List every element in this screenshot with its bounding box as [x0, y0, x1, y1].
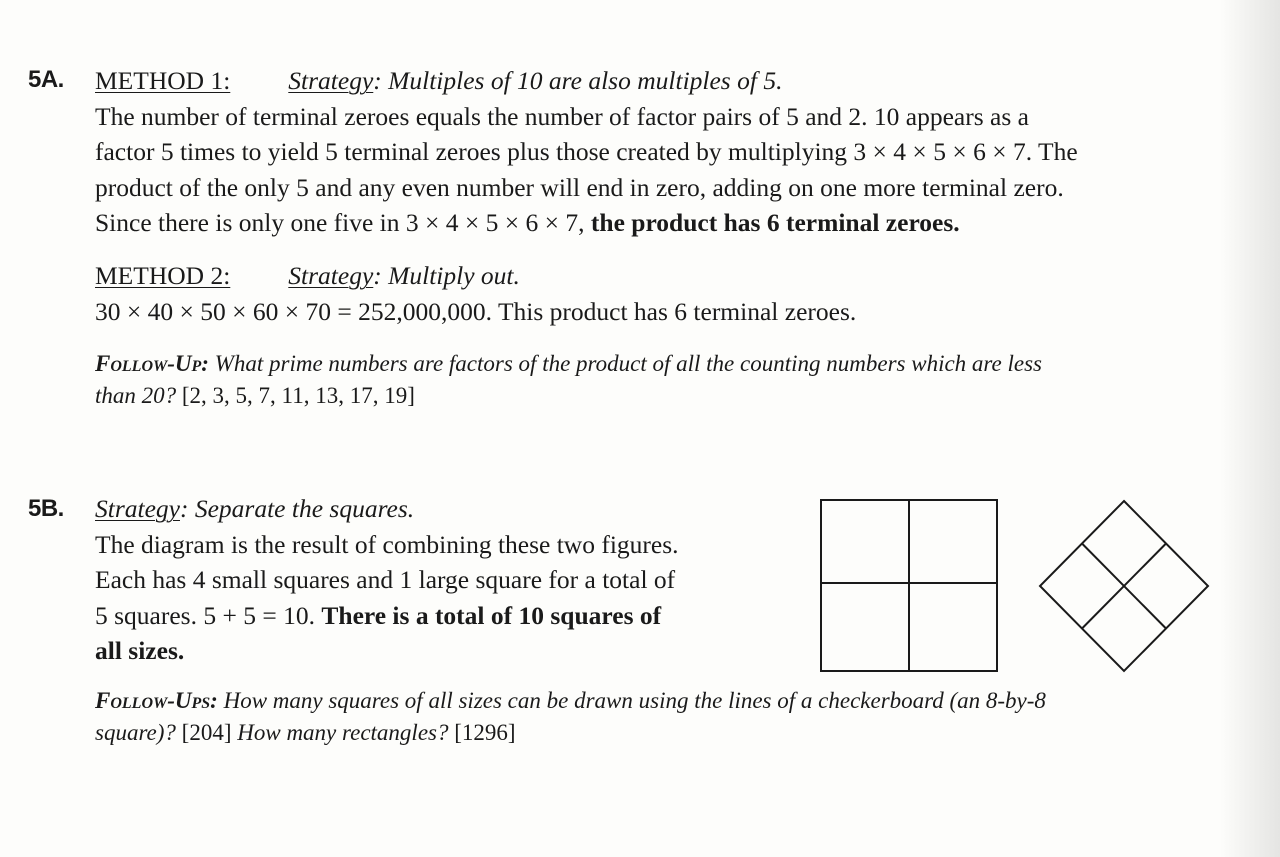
- follow-ups-answer-2: [1296]: [448, 720, 516, 745]
- 5b-strategy-word: Strategy: [95, 494, 180, 523]
- method-2-heading: METHOD 2:: [95, 261, 231, 290]
- problem-5b-label: 5B.: [28, 495, 64, 522]
- problem-5b-follow-ups: [95, 685, 1046, 749]
- follow-ups-answer-1: [204]: [175, 720, 238, 745]
- square-grid-figure: [819, 498, 999, 673]
- method-1-strategy-text: : Multiples of 10 are also multiples of 5.: [373, 66, 783, 95]
- method-1-strategy-word: Strategy: [288, 66, 374, 95]
- follow-up-answer: [2, 3, 5, 7, 11, 13, 17, 19]: [176, 383, 415, 408]
- method-1-heading: METHOD 1:: [95, 66, 231, 95]
- problem-5a-label: 5A.: [28, 66, 64, 93]
- follow-ups-label: Follow-Ups:: [95, 688, 218, 713]
- 5b-line: The diagram is the result of combining these two figures.: [95, 529, 679, 559]
- problem-5a-follow-up: [95, 348, 1042, 412]
- method-2-line: 30 × 40 × 50 × 60 × 70 = 252,000,000. This product has 6 terminal zeroes.: [95, 296, 857, 326]
- follow-ups-question-2: How many rectangles?: [237, 720, 449, 745]
- 5b-conclusion-bold: There is a total of 10 squares of: [321, 600, 662, 630]
- follow-ups-question-1: How many squares of all sizes can be drawn using the lines of a checkerboard (an 8-by-8: [217, 688, 1046, 713]
- method-1-conclusion-bold: the product has 6 terminal zeroes.: [590, 208, 960, 237]
- follow-up-question-cont: than 20?: [95, 383, 177, 408]
- problem-5a-method-2: [95, 258, 856, 329]
- method-1-line: product of the only 5 and any even number will end in zero, adding on one more terminal zero.: [95, 172, 1064, 202]
- 5b-line-plain: 5 squares. 5 + 5 = 10.: [95, 600, 322, 630]
- 5b-conclusion-bold-cont: all sizes.: [95, 636, 185, 665]
- 5b-strategy-text: : Separate the squares.: [179, 494, 415, 523]
- follow-up-question: What prime numbers are factors of the product of all the counting numbers which are less: [208, 351, 1042, 376]
- problem-5a-method-1: [95, 63, 1078, 241]
- method-1-conclusion-plain: Since there is only one five in 3 × 4 × 5 × 6 × 7,: [95, 208, 591, 237]
- method-2-strategy-text: : Multiply out.: [373, 261, 520, 290]
- method-1-line: The number of terminal zeroes equals the number of factor pairs of 5 and 2. 10 appears as a: [95, 101, 1029, 131]
- follow-ups-question-1-cont: square)?: [95, 720, 176, 745]
- follow-up-label: Follow-Up:: [95, 351, 209, 376]
- method-2-strategy-word: Strategy: [288, 261, 374, 290]
- method-1-line: factor 5 times to yield 5 terminal zeroes plus those created by multiplying 3 × 4 × 5 × 6 × 7. The: [95, 137, 1078, 166]
- diamond-figure: [1038, 499, 1210, 674]
- 5b-line: Each has 4 small squares and 1 large square for a total of: [95, 565, 676, 594]
- page-edge-shadow: [1220, 0, 1280, 857]
- problem-5b-solution: [95, 491, 679, 669]
